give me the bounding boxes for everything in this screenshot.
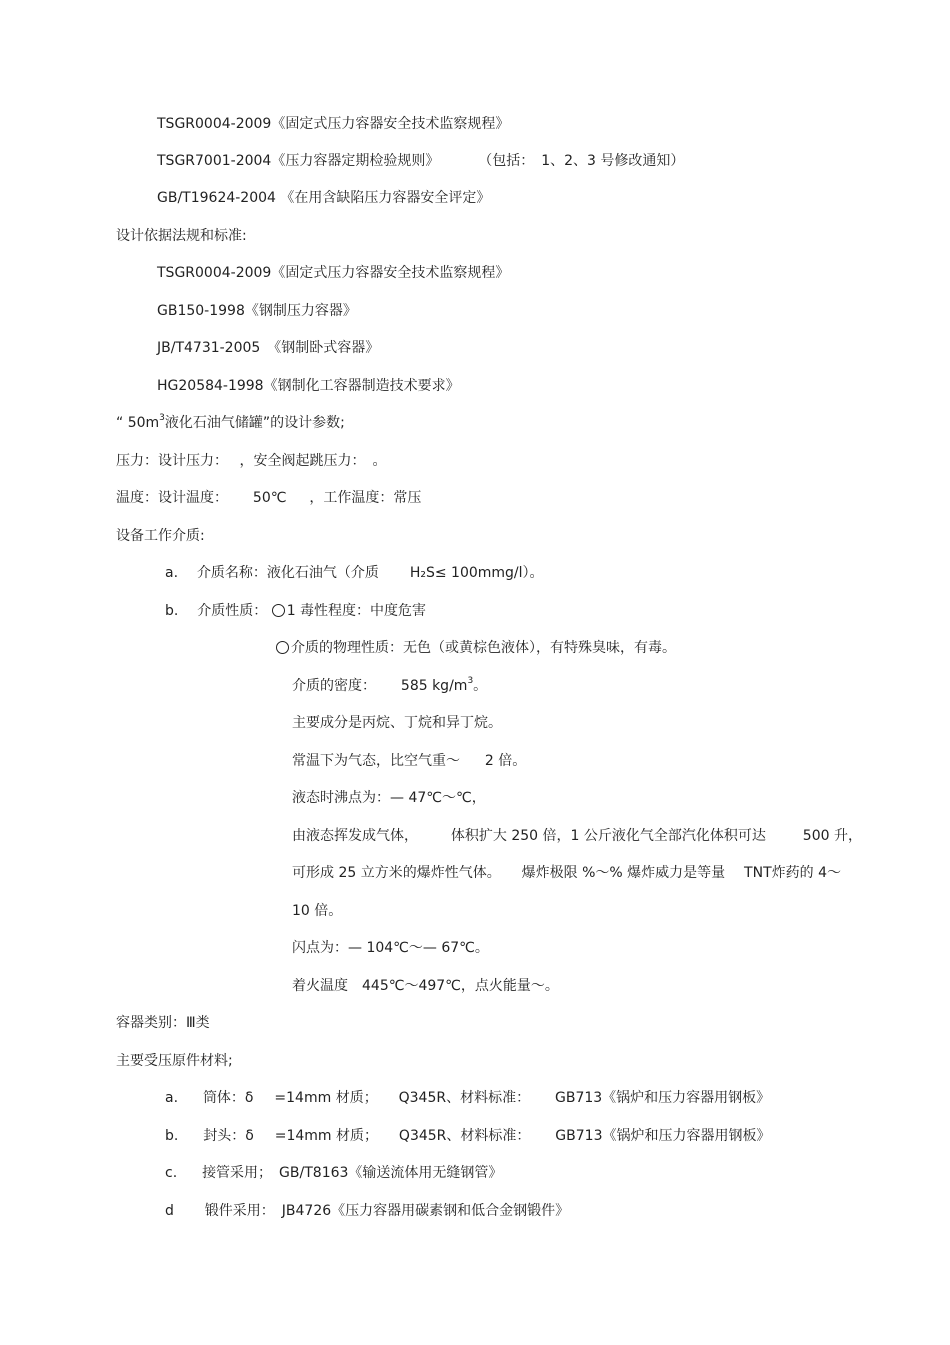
explosive-2: 爆炸极限 %～% 爆炸威力是等量 [521, 865, 726, 881]
circle-bullet-icon [276, 641, 289, 654]
material-row-part: 封头：δ [203, 1128, 254, 1144]
material-row-part: 筒体：δ [202, 1090, 254, 1106]
material-c-label: c. [165, 1165, 178, 1181]
material-row-thick: =14mm 材质； [274, 1090, 378, 1106]
medium-b-text: 介质性质： [197, 603, 268, 619]
explosive-line-2: 10 倍。 [292, 903, 343, 919]
density-label: 介质的密度： [292, 678, 376, 694]
circle-bullet-icon [272, 604, 285, 617]
material-row-mat: Q345R、材料标准： [398, 1090, 531, 1106]
expand-3: 500 升， [802, 828, 862, 844]
material-row-mat: Q345R、材料标准： [398, 1128, 531, 1144]
density-value: 585 kg/m [400, 678, 468, 694]
gas-post: 2 倍。 [484, 753, 527, 769]
inspection-standard-2-text: TSGR7001-2004《压力容器定期检验规则》 [157, 153, 440, 169]
material-row-std: GB713《锅炉和压力容器用钢板》 [554, 1090, 771, 1106]
medium-a-formula: H₂S≤ 100mmg/l）。 [409, 565, 544, 581]
design-params-title [116, 414, 345, 432]
material-row-a [165, 1089, 770, 1107]
medium-a-label: a. [165, 565, 179, 581]
material-d-text: 锻件采用： JB4726《压力容器用碳素钢和低合金钢锻件》 [204, 1203, 570, 1219]
design-params-title-post: 液化石油气储罐”的设计参数; [164, 415, 345, 431]
material-c-text: 接管采用； GB/T8163《输送流体用无缝钢管》 [202, 1165, 503, 1181]
design-params-title-sup: 3 [159, 413, 165, 423]
medium-a-text: 介质名称：液化石油气（介质 [196, 565, 379, 581]
expand-2: 体积扩大 250 倍，1 公斤液化气全部汽化体积可达 [450, 828, 766, 844]
expand-1: 由液态挥发成气体， [292, 828, 418, 844]
medium-b-label: b. [165, 603, 179, 619]
ignition-line: 着火温度 445℃～497℃，点火能量～。 [292, 978, 559, 994]
pressure-line: 压力：设计压力： ，安全阀起跳压力： 。 [116, 453, 387, 469]
medium-b-item1: 1 毒性程度：中度危害 [286, 603, 427, 619]
gas-pre: 常温下为气态，比空气重～ [292, 753, 460, 769]
explosive-line [292, 864, 841, 882]
composition-line: 主要成分是丙烷、丁烷和异丁烷。 [292, 715, 502, 731]
design-basis-item-4: HG20584-1998《钢制化工容器制造技术要求》 [157, 378, 460, 394]
material-row-d [165, 1202, 569, 1220]
inspection-standard-1: TSGR0004-2009《固定式压力容器安全技术监察规程》 [157, 116, 510, 132]
temperature-line [116, 489, 421, 507]
material-row-c [165, 1164, 502, 1182]
design-basis-item-2: GB150-1998《钢制压力容器》 [157, 303, 357, 319]
temperature-label: 温度：设计温度： [116, 490, 228, 506]
design-basis-item-1: TSGR0004-2009《固定式压力容器安全技术监察规程》 [157, 265, 510, 281]
vessel-class: 容器类别：Ⅲ类 [116, 1015, 210, 1031]
density-post: 。 [473, 678, 488, 694]
density-sup: 3 [467, 676, 474, 686]
material-row-b [165, 1127, 770, 1145]
material-d-label: d [165, 1203, 174, 1219]
medium-physical [276, 639, 676, 657]
materials-heading: 主要受压原件材料; [116, 1053, 233, 1069]
boiling-line: 液态时沸点为：— 47℃～℃， [292, 790, 486, 806]
medium-b-item2: 介质的物理性质：无色（或黄棕色液体），有特殊臭味，有毒。 [291, 640, 676, 656]
inspection-standard-3: GB/T19624-2004 《在用含缺陷压力容器安全评定》 [157, 190, 491, 206]
design-basis-heading: 设计依据法规和标准: [116, 228, 247, 244]
medium-property [165, 602, 426, 620]
material-row-label: b. [165, 1128, 179, 1144]
explosive-3: TNT炸药的 4～ [744, 865, 841, 881]
design-basis-item-3: JB/T4731-2005 《钢制卧式容器》 [157, 340, 380, 356]
temperature-value: 50℃ [252, 490, 287, 506]
explosive-1: 可形成 25 立方米的爆炸性气体。 [292, 865, 501, 881]
temperature-post: ，工作温度：常压 [309, 490, 422, 506]
medium-name [165, 564, 544, 582]
material-row-label: a. [165, 1090, 179, 1106]
inspection-standard-2 [157, 152, 684, 170]
expand-line [292, 827, 862, 845]
flash-line: 闪点为：— 104℃～— 67℃。 [292, 940, 489, 956]
material-row-thick: =14mm 材质； [274, 1128, 379, 1144]
design-params-title-pre: “ 50m [116, 415, 160, 431]
material-row-std: GB713《锅炉和压力容器用钢板》 [555, 1128, 771, 1144]
medium-heading: 设备工作介质: [116, 528, 205, 544]
inspection-standard-2-note: （包括： 1、2、3 号修改通知） [478, 153, 685, 169]
density-line [292, 677, 487, 695]
gas-line [292, 752, 526, 770]
